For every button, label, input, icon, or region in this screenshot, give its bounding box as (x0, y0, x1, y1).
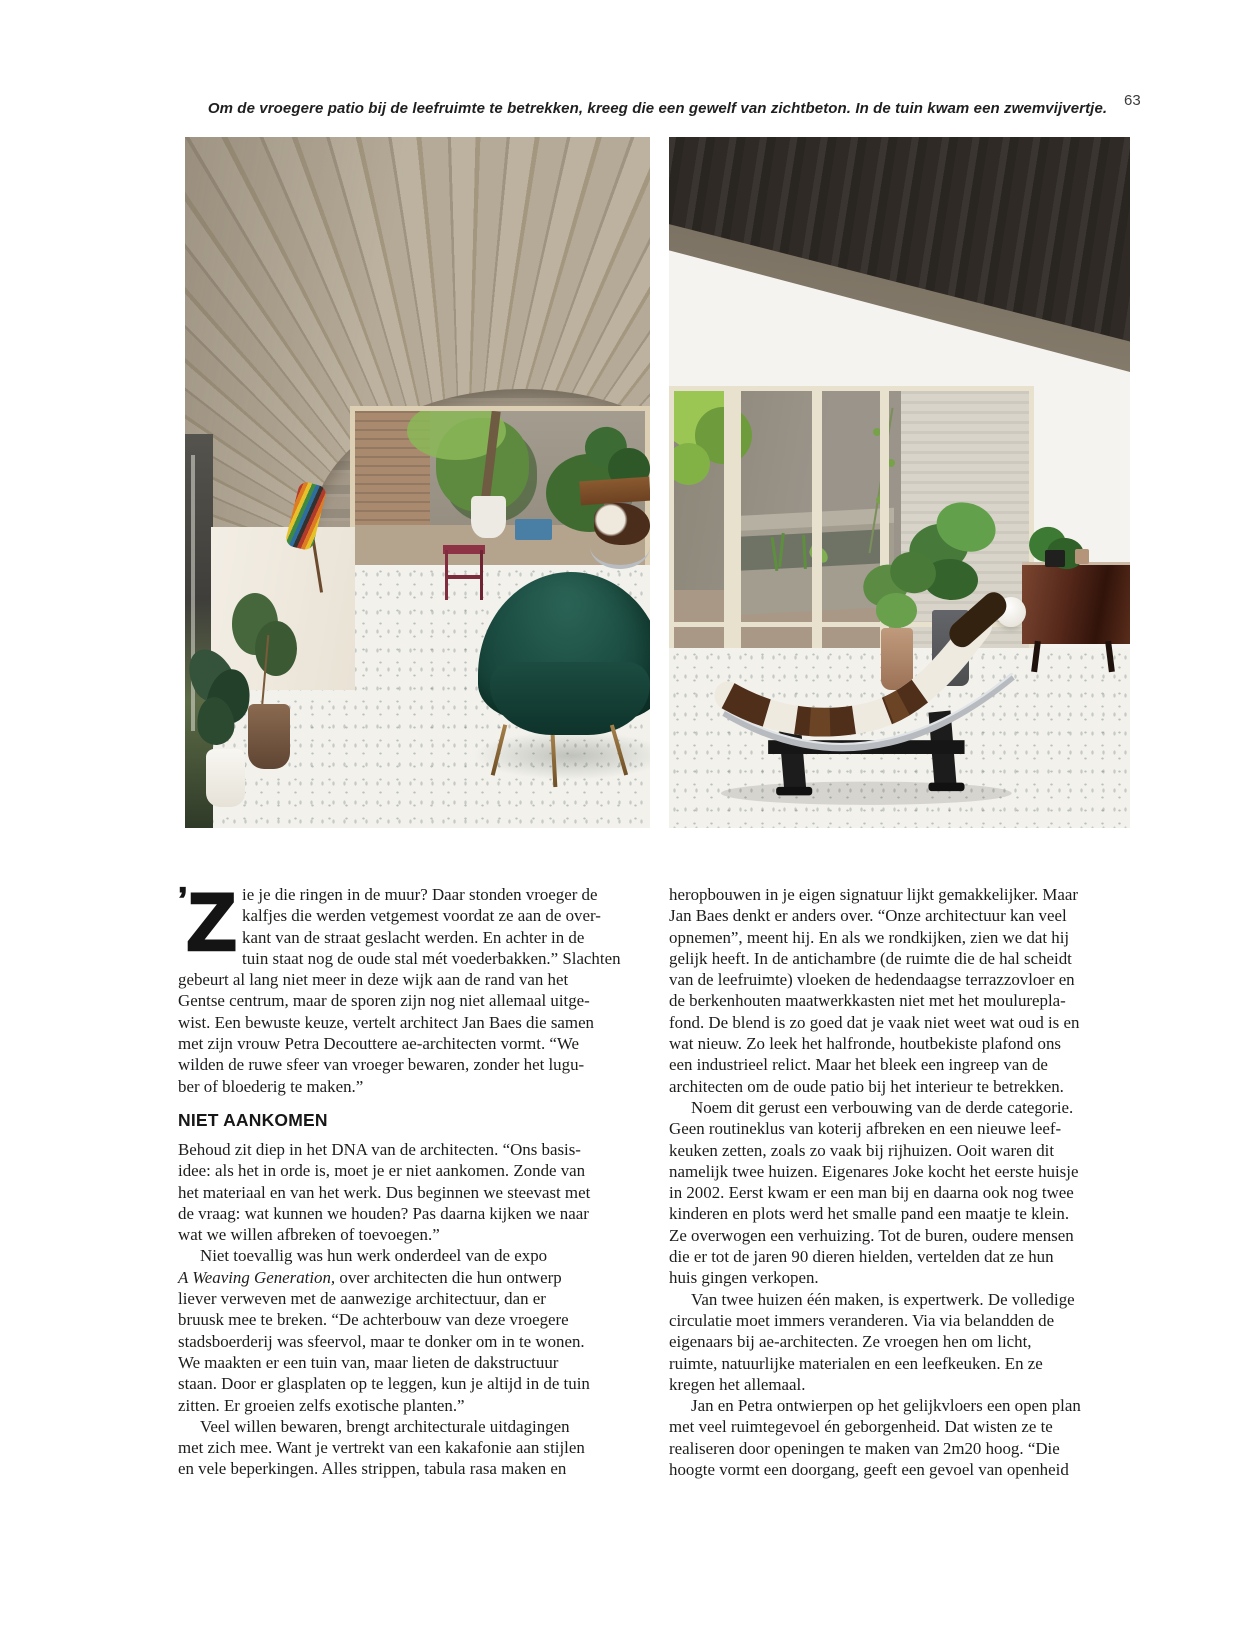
paragraph-text: Behoud zit diep in het DNA van de architecten. “Ons basis- idee: als het in orde is, moet je er niet aankomen. Zonde van het materiaal en van het werk. Dus beginnen we steevast met de vraag: wat kunnen we houden? Pas daarna kijken we naar wat we willen afbreken of toevoegen.” (178, 1139, 591, 1245)
burgundy-side-table (443, 545, 485, 600)
chaise-foot (928, 783, 964, 791)
article-paragraph (178, 1416, 638, 1480)
paragraph-text: Niet toevallig was hun werk onderdeel van de expo A Weaving Generation, over architecten die hun ontwerp liever verweven met de aanwezige architectuur, dan er bruusk mee te breken. “De achterbouw van deze vroegere stadsboerderij was sfeervol, maar te donker om in te wonen. We maakten er een tuin van, maar lieten de dakstructuur staan. Door er glasplaten op te leggen, kun je altijd in de tuin zitten. Er groeien zelfs exotische planten.” (178, 1246, 590, 1415)
paragraph-text: Van twee huizen één maken, is expertwerk. De volledige circulatie moet immers veranderen. Via via belandden de eigenaars bij ae-architecten. Ze vroegen hen om licht, ruimte, natuurlijke materialen en een leefkeuken. En ze kregen het allemaal. (669, 1289, 1075, 1394)
column-right (669, 884, 1129, 1480)
black-plant-pot (1045, 550, 1066, 567)
brown-plant-pot (248, 704, 290, 770)
blue-garden-bench (515, 519, 553, 540)
chaise-shadow (721, 782, 1012, 805)
article-paragraph (669, 1289, 1129, 1395)
white-plant-pot (206, 749, 246, 808)
photo-right-chaise-longue (669, 137, 1130, 828)
column-left (178, 877, 638, 1480)
fig-leaves (669, 443, 710, 485)
white-planter (471, 496, 506, 538)
drop-cap-letter: Z (186, 877, 237, 968)
armchair-seat (490, 662, 650, 735)
ficus-foliage (255, 621, 297, 676)
paragraph-text: Noem dit gerust een verbouwing van de derde categorie. Geen routineklus van koterij afbreken en een nieuwe leef- keuken zetten, zoals zo vaak bij rijhuizen. Ooit waren dit namelijk twee huizen. Eigenares Joke kocht het eerste huisje in 2002. Eerst kwam er een man bij en daarna ook nog twee kinderen en plots werd het smalle pand een maatje te klein. Ze overwogen een verhuizing. Tot de buren, oudere mensen die er tot de jaren 90 dieren hielden, vertelden dat ze hun huis gingen verkopen. (669, 1097, 1079, 1288)
drop-cap-quote: ’ (178, 881, 188, 919)
article-opening-paragraph (178, 877, 638, 1097)
article-paragraph (178, 1139, 638, 1245)
vintage-sideboard (1022, 562, 1130, 644)
paragraph-text: Veel willen bewaren, brengt architecturale uitdagingen met zich mee. Want je vertrekt van een kakafonie aan stijlen en vele beperkingen. Alles strippen, tabula rasa maken en (178, 1416, 585, 1479)
chaise-foot (776, 787, 812, 795)
photo-left-vaulted-ceiling (185, 137, 650, 828)
chrome-frame-edge (590, 524, 650, 569)
drop-cap (178, 877, 238, 968)
paragraph-text: Jan en Petra ontwierpen op het gelijkvloers een open plan met veel ruimtegevoel én geborgenheid. Dat wisten ze te realiseren door openingen te maken van 2m20 hoog. “Die hoogte vormt een doorgang, geeft een gevoel van openheid (669, 1396, 1081, 1480)
photo-caption: Om de vroegere patio bij de leefruimte te betrekken, kreeg die een gewelf van zichtbeton. In de tuin kwam een zwemvijvertje. (207, 100, 1108, 117)
paragraph-text: heropbouwen in je eigen signatuur lijkt gemakkelijker. Maar Jan Baes denkt er anders over. “Onze architectuur kan veel opnemen”, meent hij. En als we rondkijken, zien we dat hij gelijk heeft. In de antichambre (de ruimte die de hal scheidt van de leefruimte) vloeken de hedendaagse terrazzovloer en de berkenhouten maatwerkkasten niet met het moulurepla- fond. De blend is zo goed dat je vaak niet weet wat oud is en wat nieuw. Zo leek het halfronde, houtbekiste plafond ons een industrieel relict. Maar het bleek een ingreep van de architecten om de oude patio bij het interieur te betrekken. (669, 885, 1080, 1096)
paragraph-text: ie je die ringen in de muur? Daar stonden vroeger de kalfjes die werden vetgemest voordat ze aan de over- kant van de straat geslacht werden. En achter in de tuin staat nog de oude stal mét voederbakken.” Slachten gebeurt al lang niet meer in deze wijk aan de rand van het Gentse centrum, maar de sporen zijn nog niet allemaal uitge- wist. Een bewuste keuze, vertelt architect Jan Baes die samen met zijn vrouw Petra Decouttere ae-architecten vormt. “We wilden de ruwe sfeer van vroeger bewaren, zonder het lugu- ber of bloederig te maken.” (178, 885, 621, 1096)
small-plant-pot (1075, 549, 1089, 564)
lc4-chaise-longue (706, 579, 1029, 807)
page-number: 63 (1124, 92, 1141, 109)
article-paragraph (669, 884, 1129, 1097)
article-paragraph (669, 1097, 1129, 1289)
section-heading: NIET AANKOMEN (178, 1109, 328, 1130)
article-paragraph (669, 1395, 1129, 1480)
article-paragraph (178, 1245, 638, 1415)
wood-bench (579, 477, 650, 506)
